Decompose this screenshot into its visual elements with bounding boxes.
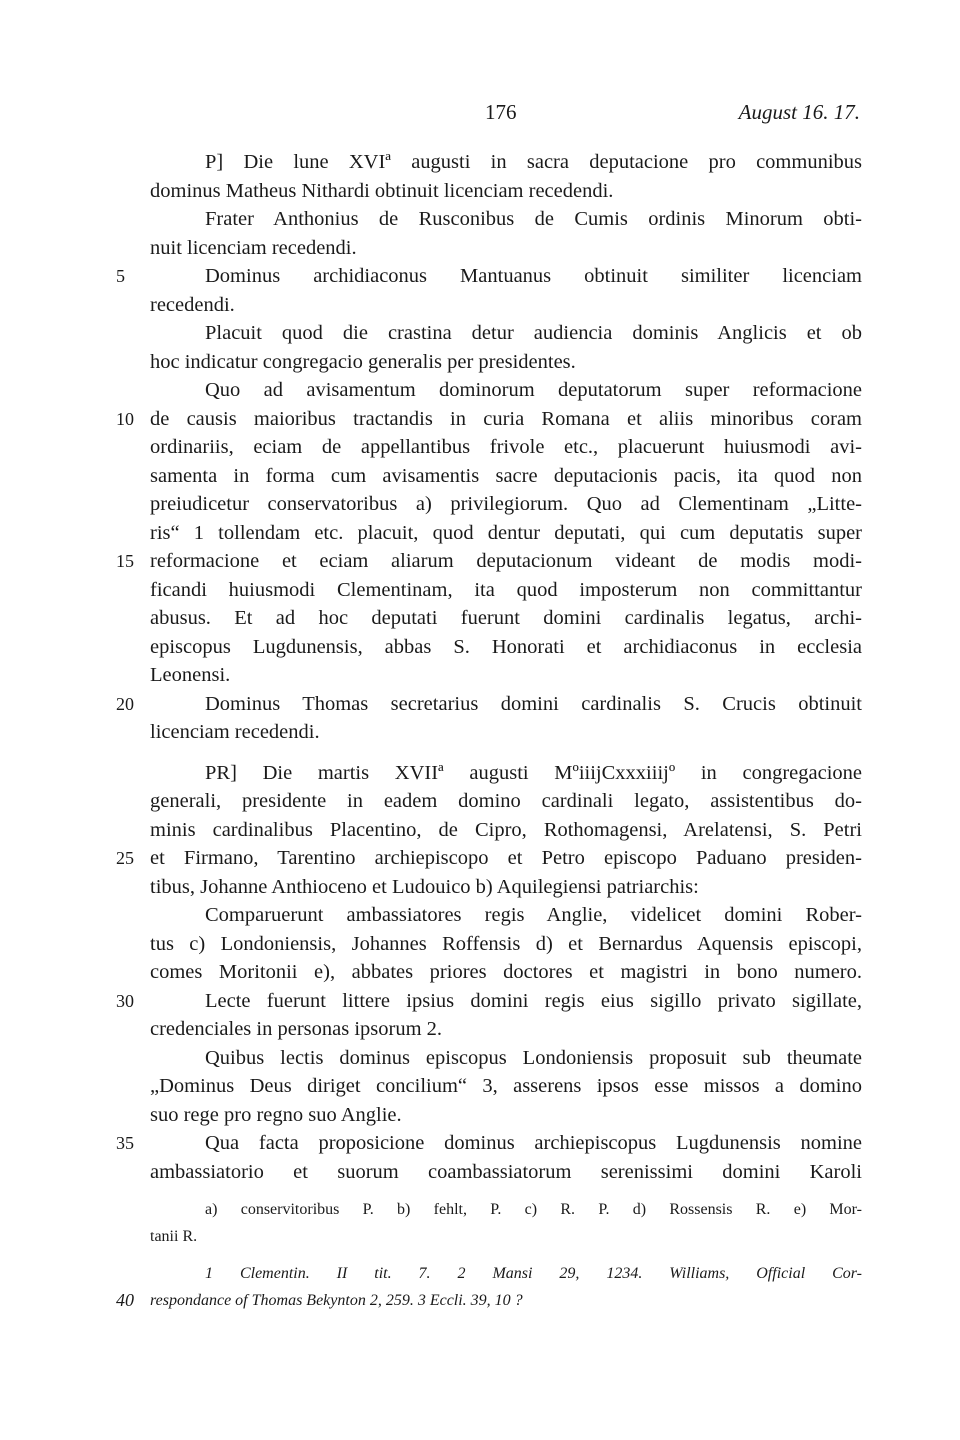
text-line — [116, 405, 862, 434]
line-text: P] Die lune XVIª augusti in sacra deputacione pro communibus — [205, 151, 862, 173]
line-text: tus c) Londoniensis, Johannes Roffensis d) et Bernardus Aquensis episcopi, — [150, 932, 862, 955]
line-text: Frater Anthonius de Rusconibus de Cumis ordinis Minorum obti- — [205, 208, 862, 230]
line-text: Leonensi. — [150, 664, 231, 686]
text-line — [150, 319, 862, 348]
line-text: respondance of Thomas Bekynton 2, 259. 3 Eccli. 39, 10 ? — [150, 1292, 523, 1309]
footnote-line — [150, 1196, 862, 1223]
line-text: suo rege pro regno suo Anglie. — [150, 1103, 402, 1126]
line-text: tibus, Johanne Anthioceno et Ludouico b) Aquilegiensi patriarchis: — [150, 875, 699, 898]
text-line — [150, 433, 862, 462]
page-header — [150, 100, 860, 132]
text-line — [150, 348, 862, 377]
text-line — [150, 1044, 862, 1073]
line-text: Quibus lectis dominus episcopus Londoniensis proposuit sub theumate — [205, 1046, 862, 1069]
line-text: tanii R. — [150, 1228, 198, 1245]
line-text: generali, presidente in eadem domino cardinali legato, assistentibus do- — [150, 790, 862, 812]
line-text: ris“ 1 tollendam etc. placuit, quod dentur deputati, qui cum deputatis super — [150, 521, 862, 544]
text-line — [150, 816, 862, 845]
line-number: 40 — [116, 1290, 134, 1310]
text-line — [116, 1129, 862, 1158]
text-line — [150, 376, 862, 405]
text-line — [150, 958, 862, 987]
line-text: episcopus Lugdunensis, abbas S. Honorati et archidiaconus in ecclesia — [150, 635, 862, 658]
text-line — [150, 519, 862, 548]
line-text: de causis maioribus tractandis in curia Romana et aliis minoribus coram — [150, 407, 862, 430]
text-line — [150, 148, 862, 177]
text-line — [150, 930, 862, 959]
line-text: nuit licenciam recedendi. — [150, 236, 357, 259]
text-line — [150, 873, 862, 902]
footnote-line — [150, 1260, 862, 1287]
text-line — [150, 633, 862, 662]
text-line — [150, 604, 862, 633]
text-line — [150, 1158, 862, 1187]
text-line — [150, 787, 862, 816]
text-line — [150, 177, 862, 206]
line-number: 5 — [116, 266, 125, 286]
text-line — [150, 490, 862, 519]
text-line — [150, 1101, 862, 1130]
line-text: a) conservitoribus P. b) fehlt, P. c) R. P. d) Rossensis R. e) Mor- — [205, 1201, 862, 1218]
line-number: 35 — [116, 1133, 134, 1153]
footnote-line — [150, 1223, 862, 1250]
line-text: et Firmano, Tarentino archiepiscopo et Petro episcopo Paduano presiden- — [150, 847, 862, 869]
line-text: samenta in forma cum avisamentis sacre deputacionis pacis, ita quod non — [150, 464, 862, 487]
line-number: 25 — [116, 848, 134, 868]
line-text: 1 Clementin. II tit. 7. 2 Mansi 29, 1234. Williams, Official Cor- — [205, 1265, 862, 1282]
line-text: dominus Matheus Nithardi obtinuit licenciam recedendi. — [150, 179, 614, 202]
line-text: Dominus Thomas secretarius domini cardinalis S. Crucis obtinuit — [205, 692, 862, 715]
line-text: preiudicetur conservatoribus a) privilegiorum. Quo ad Clementinam „Litte- — [150, 493, 862, 515]
text-line — [150, 576, 862, 605]
line-text: Lecte fuerunt littere ipsius domini regis eius sigillo privato sigillate, — [205, 989, 862, 1012]
line-text: „Dominus Deus diriget concilium“ 3, asserens ipsos esse missos a domino — [150, 1075, 862, 1097]
text-line — [150, 1072, 862, 1101]
text-line — [150, 205, 862, 234]
text-line — [150, 759, 862, 788]
line-text: Dominus archidiaconus Mantuanus obtinuit similiter licenciam — [205, 265, 862, 287]
line-number: 15 — [116, 551, 134, 571]
line-text: licenciam recedendi. — [150, 721, 320, 743]
line-text: ordinariis, eciam de appellantibus frivole etc., placuerunt huiusmodi avi- — [150, 436, 862, 458]
text-line — [150, 234, 862, 263]
line-text: minis cardinalibus Placentino, de Cipro, Rothomagensi, Arelatensi, S. Petri — [150, 818, 862, 841]
text-line — [150, 1015, 862, 1044]
line-text: ficandi huiusmodi Clementinam, ita quod imposterum non committantur — [150, 578, 862, 601]
text-line — [150, 718, 862, 747]
line-text: credenciales in personas ipsorum 2. — [150, 1018, 443, 1040]
text-line — [116, 844, 862, 873]
line-text: Comparuerunt ambassiatores regis Anglie, videlicet domini Rober- — [205, 904, 862, 926]
text-line — [150, 462, 862, 491]
line-text: reformacione et eciam aliarum deputacionum videant de modis modi- — [150, 550, 862, 572]
text-line — [150, 901, 862, 930]
running-head: August 16. 17. — [738, 100, 860, 124]
line-text: abusus. Et ad hoc deputati fuerunt domini cardinalis legatus, archi- — [150, 607, 862, 629]
line-number: 20 — [116, 693, 134, 714]
text-line — [150, 661, 862, 690]
line-text: Qua facta proposicione dominus archiepiscopus Lugdunensis nomine — [205, 1132, 862, 1154]
text-line — [116, 547, 862, 576]
line-text: PR] Die martis XVIIª augusti MºiiijCxxxiiijº in congregacione — [205, 761, 862, 784]
line-text: comes Moritonii e), abbates priores doctores et magistri in bono numero. — [150, 961, 862, 983]
line-number: 10 — [116, 408, 134, 429]
line-number: 30 — [116, 990, 134, 1011]
text-line — [116, 690, 862, 719]
text-line — [116, 262, 862, 291]
text-line — [116, 987, 862, 1016]
line-text: Quo ad avisamentum dominorum deputatorum super reformacione — [205, 379, 862, 401]
line-text: recedendi. — [150, 293, 235, 316]
line-text: hoc indicatur congregacio generalis per presidentes. — [150, 350, 576, 373]
footnote-line — [116, 1287, 862, 1314]
text-line — [150, 291, 862, 320]
page-number: 176 — [485, 100, 517, 124]
body-text — [116, 148, 862, 1314]
line-text: Placuit quod die crastina detur audiencia dominis Anglicis et ob — [205, 322, 862, 344]
line-text: ambassiatorio et suorum coambassiatorum serenissimi domini Karoli — [150, 1160, 862, 1183]
